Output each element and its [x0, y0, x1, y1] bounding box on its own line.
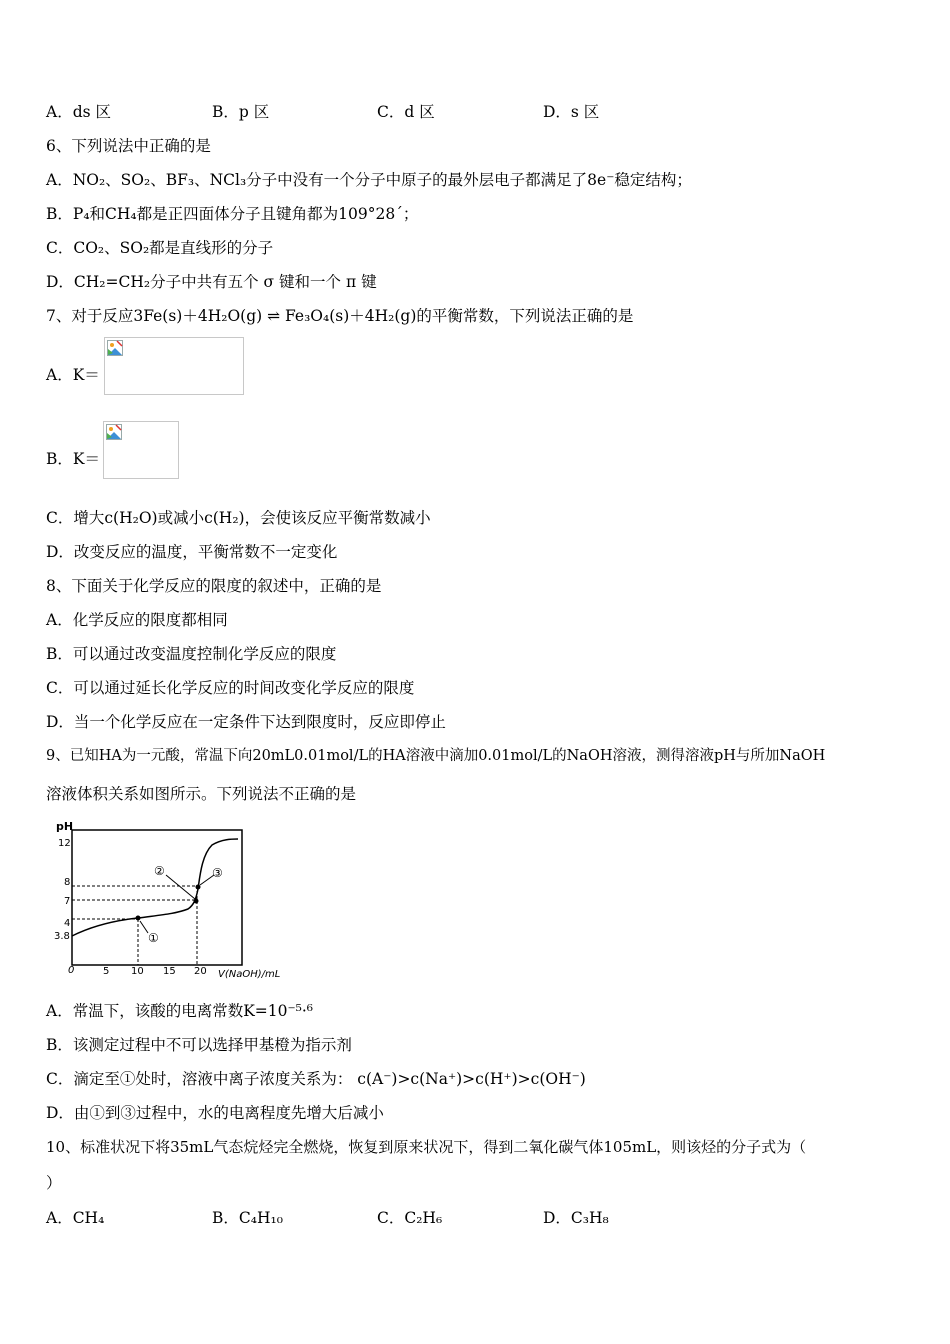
- q10-option-c: C．C₂H₆: [377, 1209, 443, 1227]
- marker-3: ③: [212, 866, 223, 880]
- q10-stem-line2: ）: [46, 1174, 62, 1192]
- q9-option-b: B．该测定过程中不可以选择甲基橙为指示剂: [46, 1036, 352, 1054]
- y-tick-12: 12: [58, 838, 71, 849]
- y-tick-8: 8: [64, 877, 71, 888]
- q5-option-c: C．d 区: [377, 103, 435, 121]
- ph-curve: [72, 839, 238, 936]
- q8-option-a: A．化学反应的限度都相同: [46, 611, 228, 629]
- q6-option-d: D．CH₂=CH₂分子中共有五个 σ 键和一个 π 键: [46, 273, 377, 291]
- q7-option-a-formula-image: [104, 337, 244, 395]
- y-tick-4: 4: [64, 918, 71, 929]
- marker-1: ①: [148, 931, 159, 945]
- broken-image-icon: [106, 424, 122, 440]
- x-axis-label: V(NaOH)/mL: [218, 969, 281, 980]
- q5-option-d: D．s 区: [543, 103, 600, 121]
- point-1: [136, 916, 141, 921]
- q7-option-b-label: B．K＝: [46, 450, 100, 468]
- q8-option-c: C．可以通过延长化学反应的时间改变化学反应的限度: [46, 679, 415, 697]
- q5-option-b: B．p 区: [212, 103, 270, 121]
- y-axis-label: pH: [56, 820, 74, 833]
- q6-option-c: C．CO₂、SO₂都是直线形的分子: [46, 239, 274, 257]
- point-3: [196, 885, 201, 890]
- ph-titration-chart: [50, 815, 290, 985]
- q7-option-c: C．增大c(H₂O)或减小c(H₂)，会使该反应平衡常数减小: [46, 509, 431, 527]
- x-tick-0: 0: [68, 965, 75, 976]
- q10-option-a: A．CH₄: [46, 1209, 105, 1227]
- q9-stem-line1: 9、已知HA为一元酸，常温下向20mL0.01mol/L的HA溶液中滴加0.01mol/L的NaOH溶液，测得溶液pH与所加NaOH: [46, 748, 826, 764]
- q9-option-c: C．滴定至①处时，溶液中离子浓度关系为： c(A⁻)>c(Na⁺)>c(H⁺)>c(OH⁻): [46, 1070, 586, 1088]
- q8-stem: 8、下面关于化学反应的限度的叙述中，正确的是: [46, 577, 382, 595]
- broken-image-icon: [107, 340, 123, 356]
- x-tick-20: 20: [194, 966, 207, 977]
- y-tick-7: 7: [64, 896, 71, 907]
- x-tick-15: 15: [163, 966, 176, 977]
- q7-option-a-label: A．K＝: [46, 366, 100, 384]
- q9-option-d: D．由①到③过程中，水的电离程度先增大后减小: [46, 1104, 384, 1122]
- q7-option-d: D．改变反应的温度，平衡常数不一定变化: [46, 543, 338, 561]
- marker-2: ②: [154, 864, 165, 878]
- q5-option-a: A．ds 区: [46, 103, 111, 121]
- q7-stem: 7、对于反应3Fe(s)＋4H₂O(g) ⇌ Fe₃O₄(s)＋4H₂(g)的平衡常数，下列说法正确的是: [46, 307, 634, 325]
- q6-stem: 6、下列说法中正确的是: [46, 137, 211, 155]
- q10-stem-line1: 10、标准状况下将35mL气态烷烃完全燃烧，恢复到原来状况下，得到二氧化碳气体105mL，则该烃的分子式为（: [46, 1138, 807, 1156]
- point-2: [194, 899, 199, 904]
- q9-option-a: A．常温下，该酸的电离常数K=10⁻⁵·⁶: [46, 1002, 314, 1020]
- q6-option-a: A．NO₂、SO₂、BF₃、NCl₃分子中没有一个分子中原子的最外层电子都满足了8e⁻稳定结构；: [46, 171, 692, 189]
- q8-option-b: B．可以通过改变温度控制化学反应的限度: [46, 645, 337, 663]
- q10-option-d: D．C₃H₈: [543, 1209, 609, 1227]
- q6-option-b: B．P₄和CH₄都是正四面体分子且键角都为109°28´；: [46, 205, 419, 223]
- leader-1: [140, 921, 148, 933]
- x-tick-10: 10: [131, 966, 144, 977]
- q9-stem-line2: 溶液体积关系如图所示。下列说法不正确的是: [46, 785, 357, 803]
- x-tick-5: 5: [103, 966, 110, 977]
- q10-option-b: B．C₄H₁₀: [212, 1209, 283, 1227]
- leader-2: [166, 875, 195, 899]
- q7-option-b-formula-image: [103, 421, 179, 479]
- q8-option-d: D．当一个化学反应在一定条件下达到限度时，反应即停止: [46, 713, 446, 731]
- y-tick-3.8: 3.8: [54, 931, 70, 942]
